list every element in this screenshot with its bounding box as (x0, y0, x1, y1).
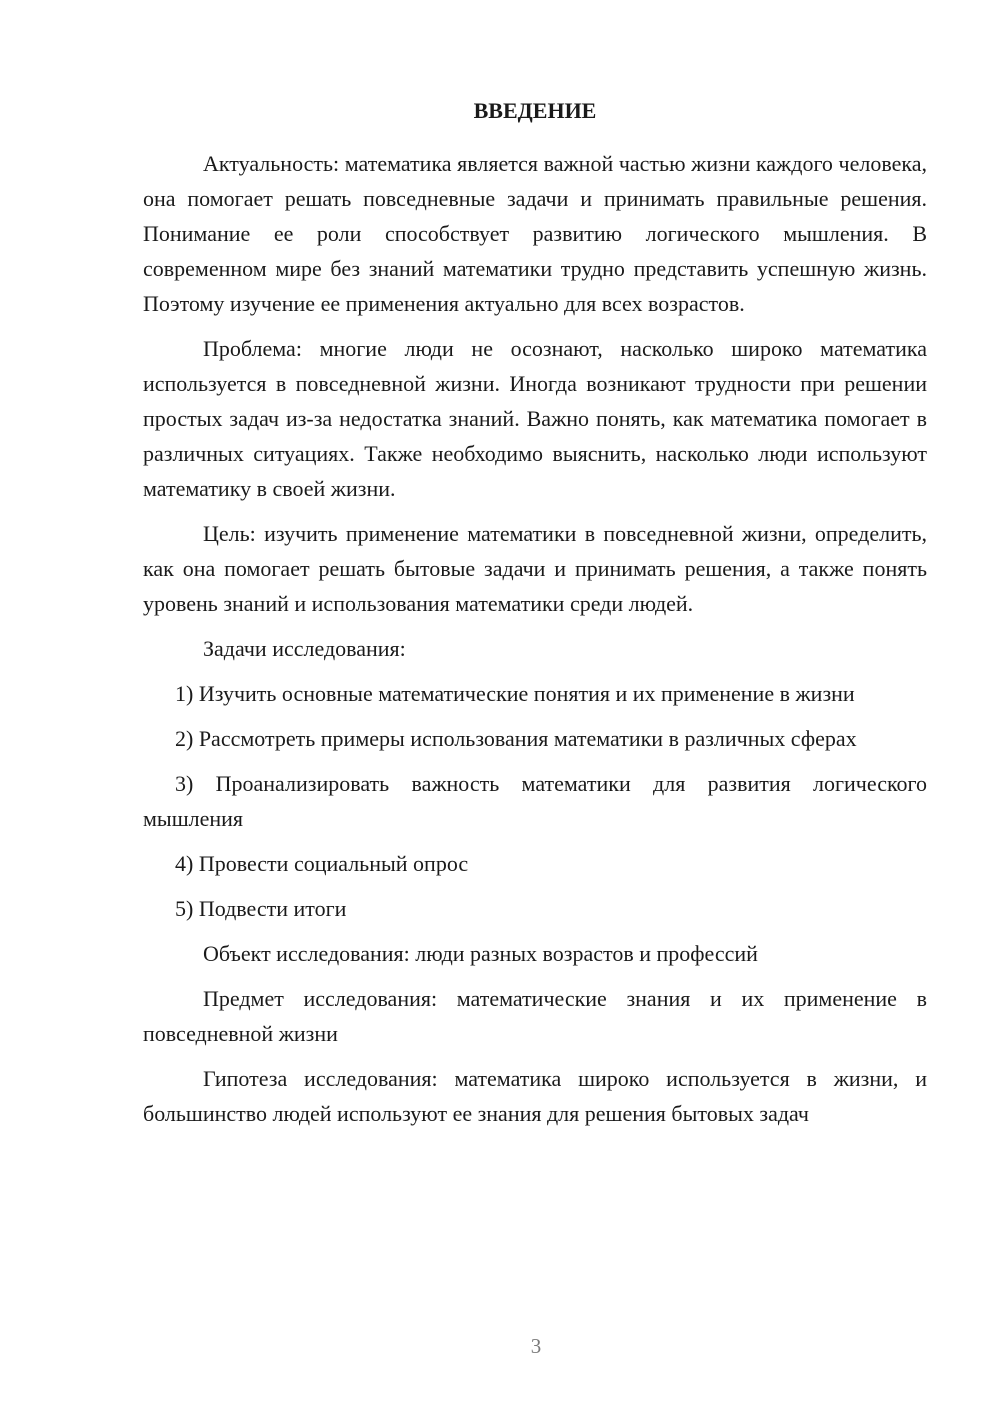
page-number: 3 (530, 1334, 542, 1358)
task-item-4: 4) Провести социальный опрос (175, 851, 469, 876)
hypothesis-paragraph: Гипотеза исследования: математика широко используется в жизни, и большинство людей используют ее знания для решения бытовых задач (143, 1066, 927, 1126)
text-column (143, 95, 927, 1141)
relevance-paragraph: Актуальность: математика является важной частью жизни каждого человека, она помогает решать повседневные задачи и принимать правильные решения. Понимание ее роли способствует развитию логического мышления. В современном мире без знаний математики трудно представить успешную жизнь. Поэтому изучение ее применения актуально для всех возрастов. (143, 151, 927, 316)
object-paragraph: Объект исследования: люди разных возрастов и профессий (203, 941, 758, 966)
task-item-1: 1) Изучить основные математические понятия и их применение в жизни (175, 681, 855, 706)
task-item-2: 2) Рассмотреть примеры использования математики в различных сферах (175, 726, 857, 751)
section-title: ВВЕДЕНИЕ (473, 98, 597, 123)
tasks-heading: Задачи исследования: (203, 636, 406, 661)
subject-paragraph: Предмет исследования: математические знания и их применение в повседневной жизни (143, 986, 927, 1046)
task-item-5: 5) Подвести итоги (175, 896, 347, 921)
task-item-3: 3) Проанализировать важность математики для развития логического мышления (143, 771, 927, 831)
problem-paragraph: Проблема: многие люди не осознают, насколько широко математика используется в повседневной жизни. Иногда возникают трудности при решении простых задач из-за недостатка знаний. Важно понять, как математика помогает в различных ситуациях. Также необходимо выяснить, насколько люди используют математику в своей жизни. (143, 336, 927, 501)
goal-paragraph: Цель: изучить применение математики в повседневной жизни, определить, как она помогает решать бытовые задачи и принимать решения, а также понять уровень знаний и использования математики среди людей. (143, 521, 927, 616)
